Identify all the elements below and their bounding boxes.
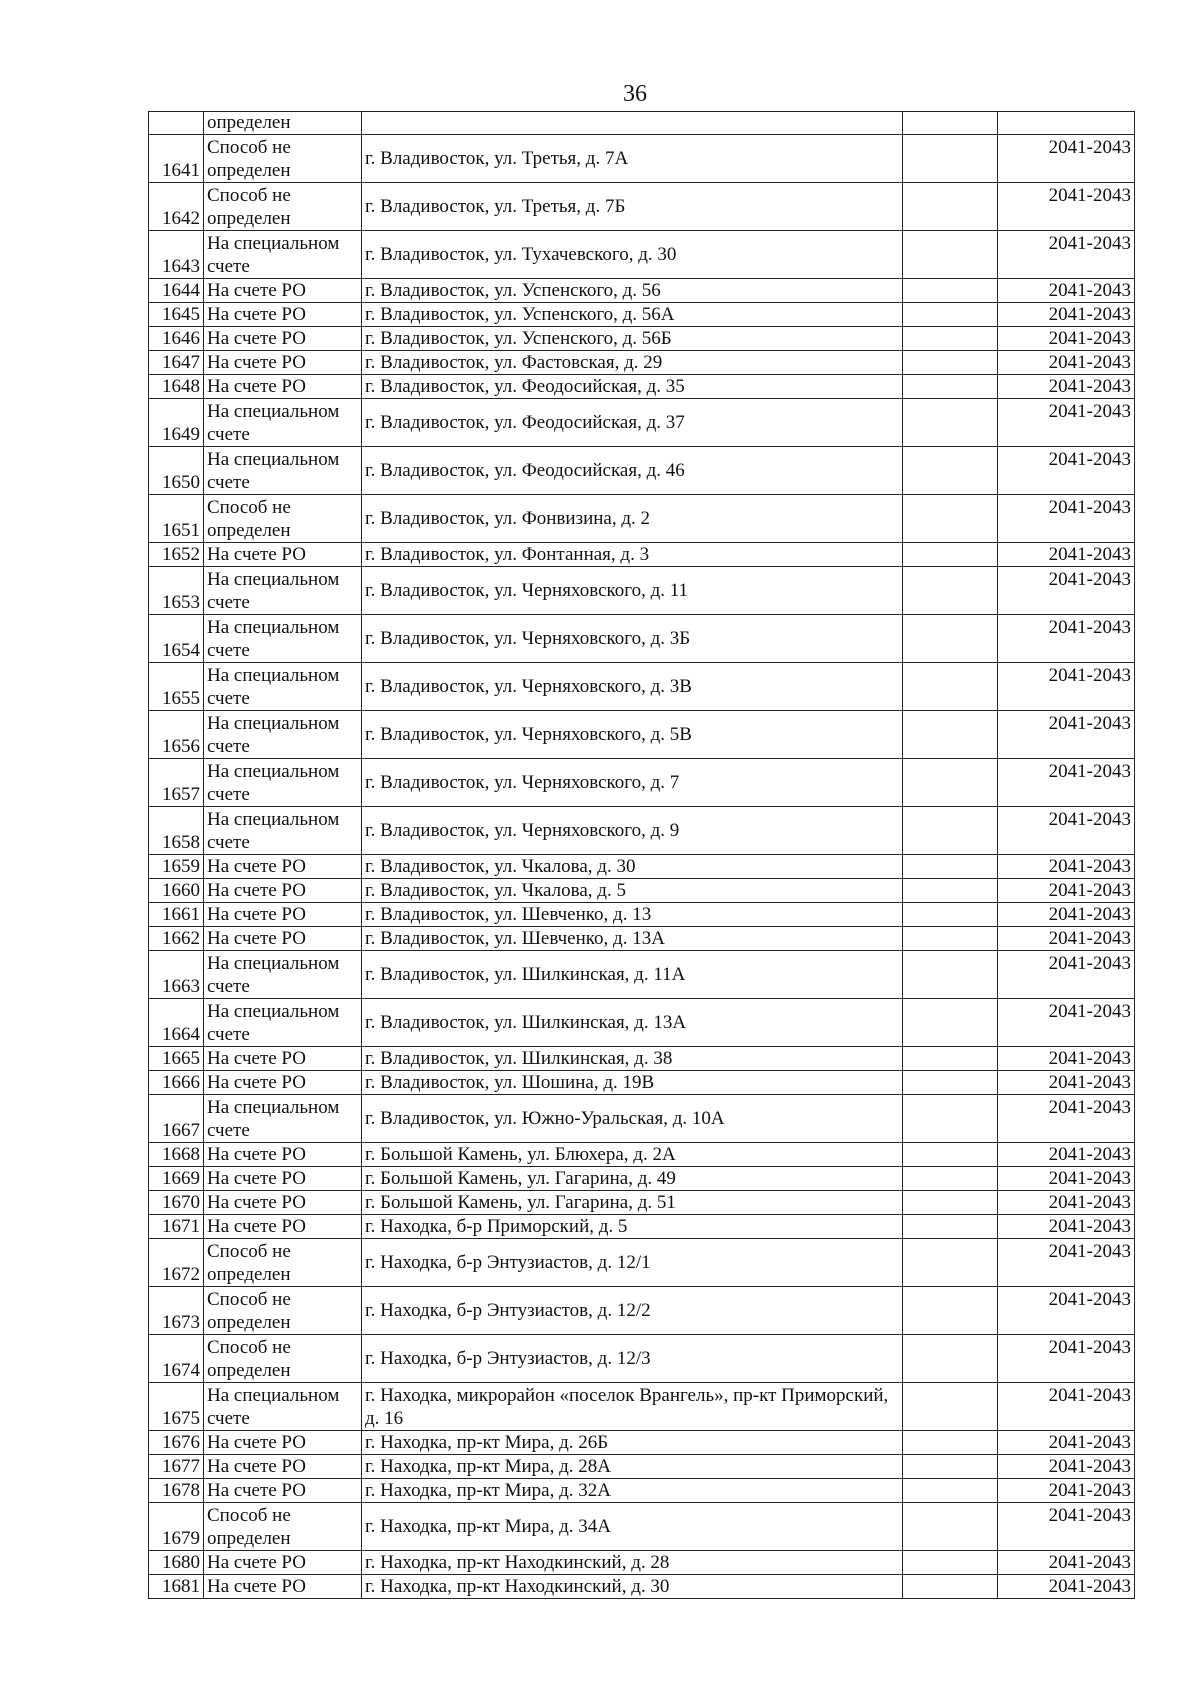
funding-mode-cell: На счете РО [204, 855, 362, 879]
row-number-cell: 1659 [149, 855, 204, 879]
period-cell: 2041-2043 [998, 1575, 1135, 1599]
blank-cell [903, 1239, 998, 1287]
address-cell: г. Большой Камень, ул. Гагарина, д. 51 [362, 1191, 903, 1215]
blank-cell [903, 1575, 998, 1599]
row-number-cell: 1646 [149, 327, 204, 351]
period-cell: 2041-2043 [998, 1191, 1135, 1215]
row-number-cell: 1664 [149, 999, 204, 1047]
funding-mode-cell: Способ не определен [204, 1239, 362, 1287]
blank-cell [903, 543, 998, 567]
table-row [149, 135, 1135, 183]
blank-cell [903, 279, 998, 303]
period-cell: 2041-2043 [998, 231, 1135, 279]
table-row [149, 1431, 1135, 1455]
table-row [149, 1215, 1135, 1239]
row-number-cell: 1642 [149, 183, 204, 231]
table-row [149, 1383, 1135, 1431]
blank-cell [903, 447, 998, 495]
blank-cell [903, 999, 998, 1047]
row-number-cell: 1662 [149, 927, 204, 951]
funding-mode-cell: На специальном счете [204, 711, 362, 759]
funding-mode-cell: Способ не определен [204, 495, 362, 543]
table-row [149, 1287, 1135, 1335]
table-row [149, 447, 1135, 495]
table-row [149, 1071, 1135, 1095]
row-number-cell: 1678 [149, 1479, 204, 1503]
row-number-cell: 1667 [149, 1095, 204, 1143]
funding-mode-cell: На счете РО [204, 1431, 362, 1455]
period-cell: 2041-2043 [998, 375, 1135, 399]
period-cell: 2041-2043 [998, 951, 1135, 999]
address-cell: г. Владивосток, ул. Черняховского, д. 9 [362, 807, 903, 855]
table-row [149, 903, 1135, 927]
funding-mode-cell: На счете РО [204, 879, 362, 903]
address-cell: г. Владивосток, ул. Южно-Уральская, д. 10А [362, 1095, 903, 1143]
row-number-cell: 1654 [149, 615, 204, 663]
period-cell: 2041-2043 [998, 615, 1135, 663]
funding-mode-cell: На счете РО [204, 927, 362, 951]
table-row [149, 567, 1135, 615]
funding-mode-cell: На специальном счете [204, 663, 362, 711]
table-row [149, 303, 1135, 327]
blank-cell [903, 1143, 998, 1167]
address-cell: г. Владивосток, ул. Феодосийская, д. 35 [362, 375, 903, 399]
address-cell: г. Владивосток, ул. Фастовская, д. 29 [362, 351, 903, 375]
row-number-cell: 1670 [149, 1191, 204, 1215]
address-cell: г. Владивосток, ул. Черняховского, д. 7 [362, 759, 903, 807]
address-cell: г. Владивосток, ул. Чкалова, д. 30 [362, 855, 903, 879]
funding-mode-cell: На специальном счете [204, 447, 362, 495]
address-cell: г. Находка, пр-кт Мира, д. 28А [362, 1455, 903, 1479]
row-number-cell: 1675 [149, 1383, 204, 1431]
row-number-cell: 1651 [149, 495, 204, 543]
table-row [149, 279, 1135, 303]
blank-cell [903, 1287, 998, 1335]
funding-mode-cell: На счете РО [204, 903, 362, 927]
table-row [149, 711, 1135, 759]
row-number-cell: 1643 [149, 231, 204, 279]
funding-mode-cell: На счете РО [204, 1071, 362, 1095]
blank-cell [903, 1215, 998, 1239]
row-number-cell: 1674 [149, 1335, 204, 1383]
table-row [149, 543, 1135, 567]
period-cell: 2041-2043 [998, 303, 1135, 327]
blank-cell [903, 927, 998, 951]
blank-cell [903, 1383, 998, 1431]
blank-cell [903, 399, 998, 447]
address-cell: г. Находка, б-р Энтузиастов, д. 12/2 [362, 1287, 903, 1335]
table-row [149, 1455, 1135, 1479]
blank-cell [903, 759, 998, 807]
address-cell: г. Владивосток, ул. Феодосийская, д. 37 [362, 399, 903, 447]
address-cell: г. Владивосток, ул. Фонвизина, д. 2 [362, 495, 903, 543]
period-cell: 2041-2043 [998, 1479, 1135, 1503]
blank-cell [903, 1455, 998, 1479]
funding-mode-cell: На специальном счете [204, 807, 362, 855]
registry-table [148, 111, 1135, 1599]
period-cell: 2041-2043 [998, 1335, 1135, 1383]
address-cell: г. Владивосток, ул. Шевченко, д. 13 [362, 903, 903, 927]
funding-mode-cell: Способ не определен [204, 1503, 362, 1551]
period-cell: 2041-2043 [998, 1167, 1135, 1191]
address-cell: г. Большой Камень, ул. Блюхера, д. 2А [362, 1143, 903, 1167]
row-number-cell: 1668 [149, 1143, 204, 1167]
page-number: 36 [623, 81, 647, 107]
period-cell: 2041-2043 [998, 1047, 1135, 1071]
row-number-cell: 1653 [149, 567, 204, 615]
table-row [149, 1239, 1135, 1287]
row-number-cell: 1661 [149, 903, 204, 927]
funding-mode-cell: На счете РО [204, 1143, 362, 1167]
period-cell: 2041-2043 [998, 855, 1135, 879]
row-number-cell: 1656 [149, 711, 204, 759]
blank-cell [903, 1167, 998, 1191]
funding-mode-cell: На счете РО [204, 303, 362, 327]
blank-cell [903, 1551, 998, 1575]
blank-cell [903, 711, 998, 759]
period-cell: 2041-2043 [998, 399, 1135, 447]
funding-mode-cell: На специальном счете [204, 615, 362, 663]
blank-cell [903, 1503, 998, 1551]
row-number-cell: 1663 [149, 951, 204, 999]
period-cell: 2041-2043 [998, 879, 1135, 903]
blank-cell [903, 231, 998, 279]
address-cell: г. Владивосток, ул. Черняховского, д. 3Б [362, 615, 903, 663]
row-number-cell: 1666 [149, 1071, 204, 1095]
table-row [149, 615, 1135, 663]
row-number-cell: 1655 [149, 663, 204, 711]
period-cell: 2041-2043 [998, 1071, 1135, 1095]
blank-cell [903, 375, 998, 399]
period-cell: 2041-2043 [998, 927, 1135, 951]
table-row [149, 927, 1135, 951]
address-cell: г. Владивосток, ул. Черняховского, д. 3В [362, 663, 903, 711]
table-row [149, 351, 1135, 375]
funding-mode-cell: На специальном счете [204, 231, 362, 279]
funding-mode-cell: На счете РО [204, 1047, 362, 1071]
period-cell: 2041-2043 [998, 327, 1135, 351]
table-row [149, 951, 1135, 999]
table-row-continuation [149, 112, 1135, 135]
address-cell: г. Находка, пр-кт Мира, д. 34А [362, 1503, 903, 1551]
period-cell: 2041-2043 [998, 711, 1135, 759]
blank-cell [903, 1431, 998, 1455]
table-row [149, 231, 1135, 279]
address-cell: г. Владивосток, ул. Чкалова, д. 5 [362, 879, 903, 903]
period-cell: 2041-2043 [998, 759, 1135, 807]
blank-cell [903, 1191, 998, 1215]
row-number-cell: 1648 [149, 375, 204, 399]
table-row [149, 183, 1135, 231]
address-cell: г. Находка, пр-кт Находкинский, д. 30 [362, 1575, 903, 1599]
row-number-cell: 1649 [149, 399, 204, 447]
address-cell: г. Владивосток, ул. Третья, д. 7Б [362, 183, 903, 231]
address-cell: г. Находка, б-р Энтузиастов, д. 12/3 [362, 1335, 903, 1383]
funding-mode-cell: На счете РО [204, 1575, 362, 1599]
blank-cell [903, 135, 998, 183]
row-number-cell: 1671 [149, 1215, 204, 1239]
row-number-cell: 1657 [149, 759, 204, 807]
funding-mode-cell: На счете РО [204, 1479, 362, 1503]
address-cell: г. Владивосток, ул. Феодосийская, д. 46 [362, 447, 903, 495]
funding-mode-cell: На специальном счете [204, 759, 362, 807]
period-cell: 2041-2043 [998, 1143, 1135, 1167]
table-row [149, 1167, 1135, 1191]
period-cell: 2041-2043 [998, 1455, 1135, 1479]
funding-mode-cell: Способ не определен [204, 183, 362, 231]
row-number-cell: 1676 [149, 1431, 204, 1455]
blank-cell [903, 1095, 998, 1143]
funding-mode-cell: На специальном счете [204, 999, 362, 1047]
address-cell: г. Владивосток, ул. Тухачевского, д. 30 [362, 231, 903, 279]
row-number-cell: 1665 [149, 1047, 204, 1071]
table-row [149, 495, 1135, 543]
address-cell: г. Владивосток, ул. Фонтанная, д. 3 [362, 543, 903, 567]
address-cell: г. Владивосток, ул. Черняховского, д. 11 [362, 567, 903, 615]
table-row [149, 1551, 1135, 1575]
funding-mode-cell: На специальном счете [204, 567, 362, 615]
table-row [149, 1095, 1135, 1143]
table-row [149, 1575, 1135, 1599]
address-cell: г. Находка, микрорайон «поселок Врангель», пр-кт Приморский, д. 16 [362, 1383, 903, 1431]
funding-mode-cell: На счете РО [204, 375, 362, 399]
funding-mode-cell: На специальном счете [204, 1095, 362, 1143]
address-cell: г. Находка, пр-кт Мира, д. 32А [362, 1479, 903, 1503]
row-number-cell: 1669 [149, 1167, 204, 1191]
row-number-cell: 1673 [149, 1287, 204, 1335]
blank-cell [903, 615, 998, 663]
blank-cell [903, 855, 998, 879]
blank-cell [903, 112, 998, 135]
address-cell: г. Находка, пр-кт Находкинский, д. 28 [362, 1551, 903, 1575]
funding-mode-cell: На специальном счете [204, 1383, 362, 1431]
period-cell: 2041-2043 [998, 1383, 1135, 1431]
blank-cell [903, 183, 998, 231]
blank-cell [903, 903, 998, 927]
blank-cell [903, 351, 998, 375]
funding-mode-cell: Способ не определен [204, 1335, 362, 1383]
blank-cell [903, 303, 998, 327]
address-cell [362, 112, 903, 135]
period-cell: 2041-2043 [998, 807, 1135, 855]
period-cell: 2041-2043 [998, 1215, 1135, 1239]
funding-mode-cell: На счете РО [204, 543, 362, 567]
table-row [149, 1191, 1135, 1215]
funding-mode-cell: Способ не определен [204, 135, 362, 183]
row-number-cell: 1652 [149, 543, 204, 567]
address-cell: г. Владивосток, ул. Шошина, д. 19В [362, 1071, 903, 1095]
address-cell: г. Находка, б-р Приморский, д. 5 [362, 1215, 903, 1239]
table-row [149, 1503, 1135, 1551]
period-cell: 2041-2043 [998, 279, 1135, 303]
table-row [149, 375, 1135, 399]
period-cell: 2041-2043 [998, 135, 1135, 183]
row-number-cell: 1681 [149, 1575, 204, 1599]
table-row [149, 327, 1135, 351]
period-cell: 2041-2043 [998, 543, 1135, 567]
blank-cell [903, 1071, 998, 1095]
blank-cell [903, 1047, 998, 1071]
period-cell: 2041-2043 [998, 1095, 1135, 1143]
row-number-cell: 1680 [149, 1551, 204, 1575]
blank-cell [903, 327, 998, 351]
period-cell: 2041-2043 [998, 495, 1135, 543]
address-cell: г. Владивосток, ул. Успенского, д. 56А [362, 303, 903, 327]
blank-cell [903, 1335, 998, 1383]
registry-table-body [149, 112, 1135, 1599]
address-cell: г. Большой Камень, ул. Гагарина, д. 49 [362, 1167, 903, 1191]
address-cell: г. Находка, б-р Энтузиастов, д. 12/1 [362, 1239, 903, 1287]
row-number-cell: 1644 [149, 279, 204, 303]
funding-mode-cell: На специальном счете [204, 951, 362, 999]
blank-cell [903, 1479, 998, 1503]
table-row [149, 855, 1135, 879]
blank-cell [903, 567, 998, 615]
address-cell: г. Владивосток, ул. Успенского, д. 56Б [362, 327, 903, 351]
address-cell: г. Владивосток, ул. Шилкинская, д. 11А [362, 951, 903, 999]
funding-mode-cell: На счете РО [204, 1191, 362, 1215]
period-cell: 2041-2043 [998, 1551, 1135, 1575]
row-number-cell: 1645 [149, 303, 204, 327]
funding-mode-cell: На счете РО [204, 1215, 362, 1239]
period-cell: 2041-2043 [998, 567, 1135, 615]
address-cell: г. Владивосток, ул. Черняховского, д. 5В [362, 711, 903, 759]
funding-mode-cell: На счете РО [204, 1167, 362, 1191]
table-row [149, 759, 1135, 807]
address-cell: г. Владивосток, ул. Шилкинская, д. 38 [362, 1047, 903, 1071]
address-cell: г. Владивосток, ул. Успенского, д. 56 [362, 279, 903, 303]
row-number-cell: 1660 [149, 879, 204, 903]
row-number-cell: 1658 [149, 807, 204, 855]
funding-mode-cell: определен [204, 112, 362, 135]
table-row [149, 399, 1135, 447]
period-cell: 2041-2043 [998, 1287, 1135, 1335]
funding-mode-cell: На счете РО [204, 1551, 362, 1575]
table-row [149, 1335, 1135, 1383]
period-cell: 2041-2043 [998, 351, 1135, 375]
table-row [149, 1047, 1135, 1071]
row-number-cell: 1641 [149, 135, 204, 183]
funding-mode-cell: На счете РО [204, 279, 362, 303]
period-cell: 2041-2043 [998, 1431, 1135, 1455]
table-row [149, 807, 1135, 855]
blank-cell [903, 807, 998, 855]
period-cell: 2041-2043 [998, 183, 1135, 231]
period-cell: 2041-2043 [998, 663, 1135, 711]
period-cell: 2041-2043 [998, 1239, 1135, 1287]
row-number-cell: 1679 [149, 1503, 204, 1551]
period-cell: 2041-2043 [998, 1503, 1135, 1551]
row-number-cell: 1672 [149, 1239, 204, 1287]
funding-mode-cell: На счете РО [204, 1455, 362, 1479]
address-cell: г. Владивосток, ул. Шевченко, д. 13А [362, 927, 903, 951]
table-row [149, 999, 1135, 1047]
address-cell: г. Находка, пр-кт Мира, д. 26Б [362, 1431, 903, 1455]
address-cell: г. Владивосток, ул. Третья, д. 7А [362, 135, 903, 183]
period-cell: 2041-2043 [998, 999, 1135, 1047]
address-cell: г. Владивосток, ул. Шилкинская, д. 13А [362, 999, 903, 1047]
funding-mode-cell: На специальном счете [204, 399, 362, 447]
row-number-cell: 1677 [149, 1455, 204, 1479]
funding-mode-cell: На счете РО [204, 327, 362, 351]
funding-mode-cell: Способ не определен [204, 1287, 362, 1335]
funding-mode-cell: На счете РО [204, 351, 362, 375]
period-cell [998, 112, 1135, 135]
blank-cell [903, 495, 998, 543]
table-row [149, 663, 1135, 711]
row-number-cell [149, 112, 204, 135]
blank-cell [903, 879, 998, 903]
table-row [149, 1479, 1135, 1503]
blank-cell [903, 663, 998, 711]
period-cell: 2041-2043 [998, 903, 1135, 927]
table-row [149, 1143, 1135, 1167]
row-number-cell: 1647 [149, 351, 204, 375]
period-cell: 2041-2043 [998, 447, 1135, 495]
row-number-cell: 1650 [149, 447, 204, 495]
table-row [149, 879, 1135, 903]
blank-cell [903, 951, 998, 999]
